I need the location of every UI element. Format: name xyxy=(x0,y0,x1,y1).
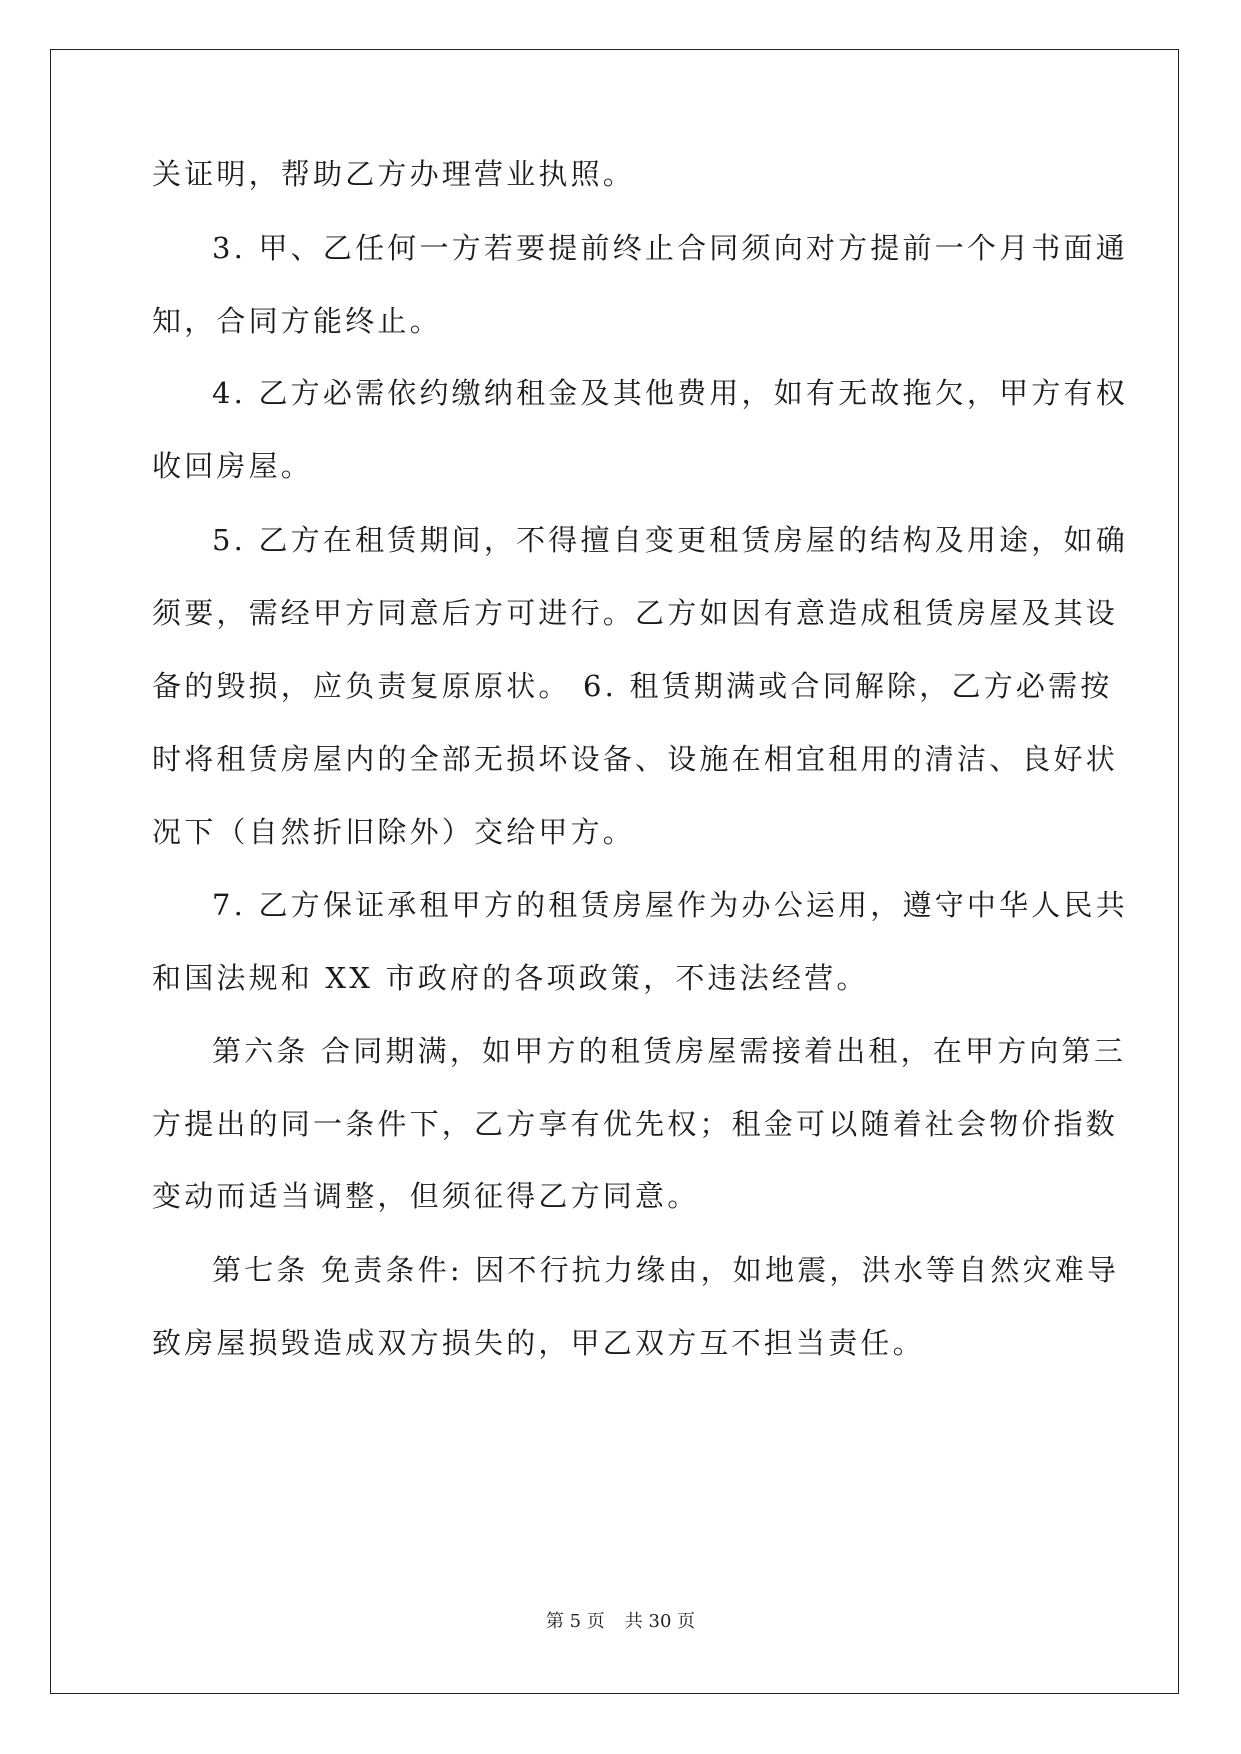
text-line: 4. 乙方必需依约缴纳租金及其他费用，如有无故拖欠，甲方有权 xyxy=(212,376,1128,410)
text-line: 时将租赁房屋内的全部无损坏设备、设施在相宜租用的清洁、良好状 xyxy=(152,742,1119,776)
text-line: 知，合同方能终止。 xyxy=(152,304,442,338)
text-line: 和国法规和 XX 市政府的各项政策，不违法经营。 xyxy=(152,961,869,995)
text-line: 须要，需经甲方同意后方可进行。乙方如因有意造成租赁房屋及其设 xyxy=(152,596,1119,630)
text-line: 第六条 合同期满，如甲方的租赁房屋需接着出租，在甲方向第三 xyxy=(212,1034,1127,1068)
text-line: 3. 甲、乙任何一方若要提前终止合同须向对方提前一个月书面通 xyxy=(212,231,1128,265)
text-line: 第七条 免责条件: 因不行抗力缘由，如地震，洪水等自然灾难导 xyxy=(212,1253,1120,1287)
text-line: 备的毁损，应负责复原原状。 6. 租赁期满或合同解除，乙方必需按 xyxy=(152,669,1113,703)
text-line: 关证明，帮助乙方办理营业执照。 xyxy=(152,157,636,191)
text-line: 收回房屋。 xyxy=(152,449,314,483)
text-line: 5. 乙方在租赁期间，不得擅自变更租赁房屋的结构及用途，如确 xyxy=(212,523,1128,557)
text-line: 况下（自然折旧除外）交给甲方。 xyxy=(152,815,636,849)
page-total: 共 30 页 xyxy=(624,1611,696,1632)
text-line: 变动而适当调整，但须征得乙方同意。 xyxy=(152,1179,700,1213)
page-number: 第 5 页 xyxy=(545,1611,605,1632)
text-line: 致房屋损毁造成双方损失的，甲乙双方互不担当责任。 xyxy=(152,1326,925,1360)
text-line: 方提出的同一条件下，乙方享有优先权；租金可以随着社会物价指数 xyxy=(152,1107,1119,1141)
text-line: 7. 乙方保证承租甲方的租赁房屋作为办公运用，遵守中华人民共 xyxy=(212,888,1128,922)
page-border xyxy=(50,49,1179,1694)
page-footer xyxy=(0,1610,1241,1634)
